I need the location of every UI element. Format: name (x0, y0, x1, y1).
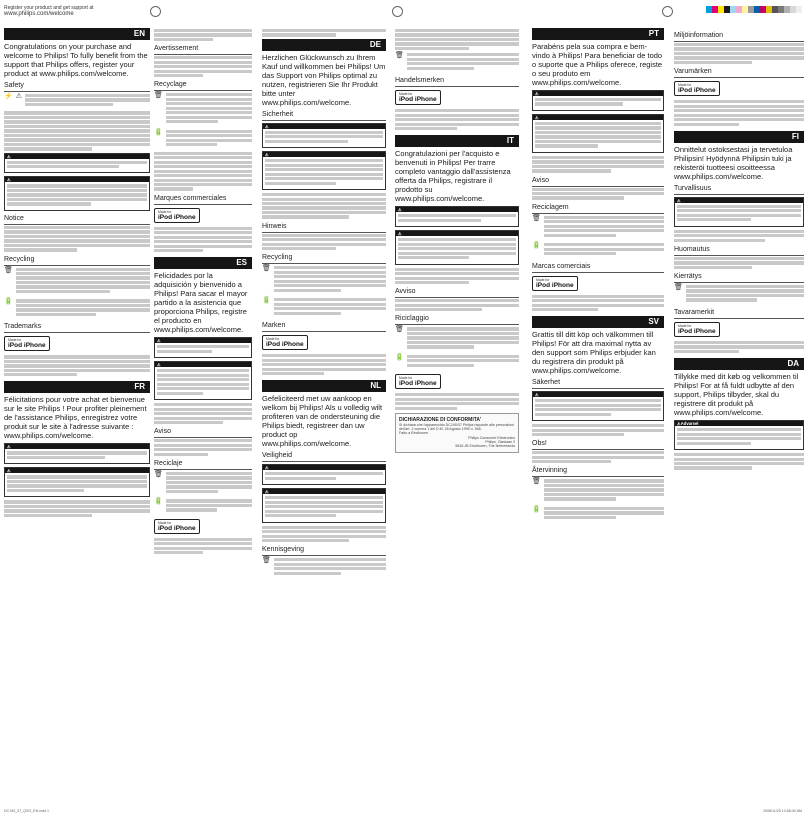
warning-box (154, 337, 252, 358)
text-block (532, 188, 664, 200)
crossed-bin-icon: 🗑 (154, 92, 163, 100)
battery-bin-icon: 🔋 (262, 297, 271, 305)
caution-heading (5, 468, 149, 473)
text-block (262, 354, 386, 375)
color-swatch (796, 6, 802, 13)
made-for-ipod-badge (674, 322, 720, 337)
warning-box (262, 123, 386, 148)
footer-timestamp: 2008/11/25 10:58:40 AM (763, 809, 802, 813)
warning-box (4, 153, 150, 174)
text-block (674, 100, 804, 126)
text-block (166, 130, 252, 148)
made-for-label: Made for (399, 92, 413, 97)
text-block (166, 472, 252, 494)
recycling-row (395, 52, 519, 73)
text-block (5, 160, 149, 171)
section-recycling-de: Recycling (262, 254, 386, 264)
section-turvallisuus: Turvallisuus (674, 185, 804, 195)
battery-row (4, 298, 150, 319)
ipod-iphone-label: iPod iPhone (399, 380, 437, 388)
declaration-address: Philips, Glaslaan 2 (485, 440, 515, 445)
crossed-bin-icon: 🗑 (262, 265, 271, 273)
column-nl-it (395, 28, 519, 793)
text-block (16, 268, 150, 295)
text-block (533, 121, 663, 150)
section-sakerhet: Säkerhet (532, 379, 664, 389)
intro-nl: Gefeliciteerd met uw aankoop en welkom bij Philips! Als u volledig wilt profiteren van de ondersteuning die Philips biedt, registreer dan uw product op www.philips.com/welcome. (262, 394, 383, 449)
made-for-label: Made for (536, 277, 550, 282)
text-block (154, 439, 252, 456)
text-block (5, 474, 149, 494)
language-band-fi: FI (674, 131, 804, 143)
recycling-row (154, 471, 252, 496)
battery-bin-icon: 🔋 (395, 353, 404, 361)
warning-heading (263, 465, 385, 470)
ipod-iphone-label: iPod iPhone (266, 341, 304, 349)
column-de-nl (262, 28, 386, 793)
warning-heading (533, 392, 663, 397)
declaration-title: DICHIARAZIONE DI CONFORMITA' (399, 416, 482, 423)
text-block (263, 471, 385, 482)
section-marcas: Marcas comerciais (532, 263, 664, 273)
section-reciclaje: Reciclaje (154, 460, 252, 470)
text-block (263, 130, 385, 145)
text-block (263, 495, 385, 519)
crossed-bin-icon: 🗑 (154, 470, 163, 478)
text-block (154, 403, 252, 424)
section-trademarks: Trademarks (4, 323, 150, 333)
text-block (674, 453, 804, 470)
recycling-row (395, 326, 519, 351)
warning-box (674, 197, 804, 227)
language-band-pt: PT (532, 28, 664, 40)
text-block (4, 500, 150, 517)
text-block (166, 93, 252, 124)
warning-box (674, 420, 804, 450)
recycling-row (4, 267, 150, 297)
warning-heading: ⚠ Advarsel (675, 421, 803, 426)
column-en (4, 28, 150, 793)
text-block (675, 204, 803, 224)
section-veiligheid: Veiligheid (262, 452, 386, 462)
text-block (154, 227, 252, 253)
made-for-ipod-badge (674, 81, 720, 96)
warning-heading (155, 338, 251, 343)
registration-mark (150, 6, 161, 17)
made-for-label: Made for (678, 83, 692, 88)
intro-da: Tillykke med dit køb og velkommen til Philips! For at få fuldt udbytte af den support, Philips tilbyder, skal du registrere dit produkt på www.philips.com/welcome. (674, 372, 799, 418)
recycling-row (674, 284, 804, 305)
caution-heading (396, 231, 518, 236)
text-block (544, 479, 664, 501)
section-recycling: Recycling (4, 256, 150, 266)
text-block (155, 368, 251, 397)
text-block (395, 299, 519, 311)
language-band-da: DA (674, 358, 804, 370)
made-for-label: Made for (399, 376, 413, 381)
crossed-bin-icon: 🗑 (4, 266, 13, 274)
intro-de: Herzlichen Glückwunsch zu Ihrem Kauf und willkommen bei Philips! Um das Support von Philips optimal zu nutzen, registrieren Sie Ihr Produkt bitte unter www.philips.com/welcome. (262, 52, 386, 107)
caution-heading (155, 362, 251, 367)
text-block (16, 299, 150, 317)
warning-heading (263, 124, 385, 129)
made-for-ipod-badge (4, 336, 50, 351)
section-marques: Marques commerciales (154, 195, 252, 205)
battery-bin-icon: 🔋 (532, 505, 541, 513)
section-atervinning: Återvinning (532, 467, 664, 477)
language-band-nl: NL (262, 380, 386, 392)
text-block (5, 183, 149, 207)
warning-heading (396, 207, 518, 212)
crossed-bin-icon: 🗑 (674, 283, 683, 291)
made-for-ipod-badge (154, 519, 200, 534)
ipod-iphone-label: iPod iPhone (399, 96, 437, 104)
warning-box (532, 90, 664, 111)
caution-heading (5, 177, 149, 182)
made-for-label: Made for (158, 209, 172, 214)
intro-sv: Grattis till ditt köp och välkommen till Philips! För att dra maximal nytta av den support som Philips erbjuder kan du registrera din produkt på www.philips.com/welcome. (532, 330, 656, 376)
color-calibration-bar (706, 6, 802, 13)
text-block (262, 234, 386, 251)
battery-bin-icon: 🔋 (532, 242, 541, 250)
crossed-bin-icon: 🗑 (395, 326, 404, 334)
column-fi-da (674, 28, 804, 793)
header (4, 5, 94, 18)
text-block (532, 295, 664, 312)
caution-box (262, 151, 386, 190)
text-block (274, 266, 386, 293)
warning-heading (675, 198, 803, 203)
column-pt-sv (532, 28, 664, 793)
intro-es: Felicidades por la adquisición y bienvenido a Philips! Para sacar el mayor partido a la asistencia que proporciona Philips, registre el producto en www.philips.com/welcome. (154, 271, 248, 335)
section-marken: Marken (262, 322, 386, 332)
caution-box (532, 114, 664, 153)
battery-row (532, 242, 664, 258)
recycling-row (154, 92, 252, 126)
made-for-label: Made for (266, 337, 280, 342)
made-for-ipod-badge (532, 276, 578, 291)
text-block (544, 243, 664, 256)
recycling-row (262, 265, 386, 295)
battery-bin-icon: 🔋 (154, 498, 163, 506)
text-block (675, 427, 803, 447)
made-for-ipod-badge (395, 374, 441, 389)
language-band-it: IT (395, 135, 519, 147)
caution-box (395, 230, 519, 264)
ipod-iphone-label: iPod iPhone (158, 524, 196, 532)
battery-bin-icon: 🔋 (154, 128, 163, 136)
registration-mark (662, 6, 673, 17)
caution-heading (263, 152, 385, 157)
crossed-bin-icon: 🗑 (532, 214, 541, 222)
text-block (674, 341, 804, 353)
language-band-en: EN (4, 28, 150, 40)
intro-fi: Onnittelut ostoksestasi ja tervetuloa Philipsin! Hyödynnä Philipsin tuki ja rekisteröi tuotteesi osoitteessa www.philips.com/welcome. (674, 144, 793, 181)
made-for-ipod-badge (154, 208, 200, 223)
registration-mark (392, 6, 403, 17)
intro-it: Congratulazioni per l'acquisto e benvenuti in Philips! Per trarre completo vantaggio dall'assistenza offerta da Philips, registrare il prodotto su www.philips.com/welcome. (395, 149, 511, 204)
declaration-city: 5616 JB Eindhoven, The Netherlands (455, 444, 515, 449)
section-reciclagem: Reciclagem (532, 204, 664, 214)
text-block (407, 327, 519, 349)
language-band-es: ES (154, 257, 252, 269)
recycling-row (532, 478, 664, 503)
text-block (166, 499, 252, 512)
column-fr-es (154, 28, 252, 793)
text-block (544, 507, 664, 520)
section-avertissement: Avertissement (154, 45, 252, 55)
text-block (154, 56, 252, 77)
warning-heading (5, 154, 149, 159)
battery-row (532, 506, 664, 522)
header-url: www.philips.com/welcome (4, 11, 74, 17)
warning-box (4, 443, 150, 464)
language-band-de: DE (262, 39, 386, 51)
text-block (4, 355, 150, 376)
intro-fr: Félicitations pour votre achat et bienvenue sur le site Philips ! Pour profiter pleinement de l'assistance Philips, enregistrez votre produit sur le site à l'adresse suivante : www.philips.com/welcome. (4, 395, 147, 441)
text-block (262, 29, 386, 37)
section-handelsmerken: Handelsmerken (395, 77, 519, 87)
warning-box (395, 206, 519, 227)
section-tavaramerkit: Tavaramerkit (674, 309, 804, 319)
caution-box (4, 467, 150, 497)
ipod-iphone-label: iPod iPhone (8, 342, 46, 350)
intro-en: Congratulations on your purchase and welcome to Philips! To fully benefit from the support that Philips offers, register your product at www.philips.com/welcome. (4, 42, 148, 78)
text-block (395, 109, 519, 130)
section-kennisgeving: Kennisgeving (262, 546, 386, 556)
text-block (544, 216, 664, 238)
section-obs: Obs! (532, 440, 664, 450)
battery-row (154, 129, 252, 150)
declaration-company: Philips Consumer Electronics (468, 435, 515, 440)
text-block (396, 237, 518, 261)
battery-row (262, 297, 386, 318)
crossed-bin-icon: 🗑 (395, 52, 404, 60)
text-block (154, 152, 252, 191)
section-huomautus: Huomautus (674, 246, 804, 256)
text-block (262, 193, 386, 219)
declaration-place: Fatto a Eindhoven (399, 431, 429, 436)
text-block (532, 451, 664, 463)
ipod-iphone-label: iPod iPhone (678, 327, 716, 335)
section-aviso-pt: Aviso (532, 177, 664, 187)
battery-row (395, 354, 519, 370)
language-band-fr: FR (4, 381, 150, 393)
footer-file: DC190_37_QSG_EN.indd 1 (4, 809, 49, 813)
battery-row (154, 498, 252, 514)
recycling-row (262, 557, 386, 578)
battery-bin-icon: 🔋 (4, 298, 13, 306)
declaration-of-conformity (395, 413, 519, 453)
section-miljoinformation: Miljöinformation (674, 32, 804, 42)
text-block (263, 158, 385, 187)
section-riciclaggio: Riciclaggio (395, 315, 519, 325)
text-block (396, 213, 518, 224)
lightning-warning-icon: ⚡ (4, 93, 13, 100)
declaration-body: Si dichiara che l'apparecchio DC190/37 Philips risponde alle prescrizioni dell'art. 2 comma 1 del D.M. 28 Agosto 1995 n. 548. (399, 422, 514, 432)
text-block (274, 298, 386, 316)
text-block (4, 226, 150, 252)
warning-box (262, 464, 386, 485)
text-block (674, 257, 804, 269)
crossed-bin-icon: 🗑 (262, 557, 271, 565)
section-safety: Safety (4, 82, 150, 92)
text-block (533, 398, 663, 418)
text-block (155, 344, 251, 355)
caution-heading (263, 489, 385, 494)
ipod-iphone-label: iPod iPhone (536, 281, 574, 289)
text-block (674, 230, 804, 242)
recycling-row (532, 215, 664, 240)
section-sicherheit: Sicherheit (262, 111, 386, 121)
text-block (25, 94, 150, 107)
text-block (407, 53, 519, 71)
text-block (532, 156, 664, 173)
warning-heading (533, 91, 663, 96)
text-block (154, 29, 252, 41)
section-varumarken: Varumärken (674, 68, 804, 78)
section-recyclage: Recyclage (154, 81, 252, 91)
text-block (532, 424, 664, 436)
caution-box (4, 176, 150, 210)
text-block (395, 393, 519, 410)
intro-pt: Parabéns pela sua compra e bem-vindo à Philips! Para beneficiar de todo o suporte que a Philips oferece, registe o seu produto em www.philips.com/welcome. (532, 42, 663, 87)
text-block (262, 526, 386, 543)
section-notice: Notice (4, 215, 150, 225)
crossed-bin-icon: 🗑 (532, 478, 541, 486)
made-for-label: Made for (158, 520, 172, 525)
text-block (533, 97, 663, 108)
section-avviso: Avviso (395, 288, 519, 298)
made-for-label: Made for (678, 323, 692, 328)
text-block (395, 29, 519, 50)
text-block (4, 111, 150, 150)
text-block (5, 450, 149, 461)
made-for-ipod-badge (395, 90, 441, 105)
header-line1: Register your product and get support at (4, 5, 94, 11)
made-for-label: Made for (8, 338, 22, 343)
text-block (154, 538, 252, 555)
text-block (686, 285, 804, 303)
ipod-iphone-label: iPod iPhone (158, 213, 196, 221)
warning-box (532, 391, 664, 421)
caution-box (154, 361, 252, 400)
ipod-iphone-label: iPod iPhone (678, 87, 716, 95)
language-band-sv: SV (532, 316, 664, 328)
section-kierratys: Kierrätys (674, 273, 804, 283)
caution-icon: ⚠ (15, 93, 22, 100)
section-aviso: Aviso (154, 428, 252, 438)
text-block (674, 43, 804, 64)
warning-heading (5, 444, 149, 449)
text-block (274, 558, 386, 576)
caution-symbols (4, 93, 150, 109)
caution-heading (533, 115, 663, 120)
made-for-ipod-badge (262, 335, 308, 350)
text-block (395, 268, 519, 285)
section-hinweis: Hinweis (262, 223, 386, 233)
text-block (407, 355, 519, 368)
caution-box (262, 488, 386, 522)
